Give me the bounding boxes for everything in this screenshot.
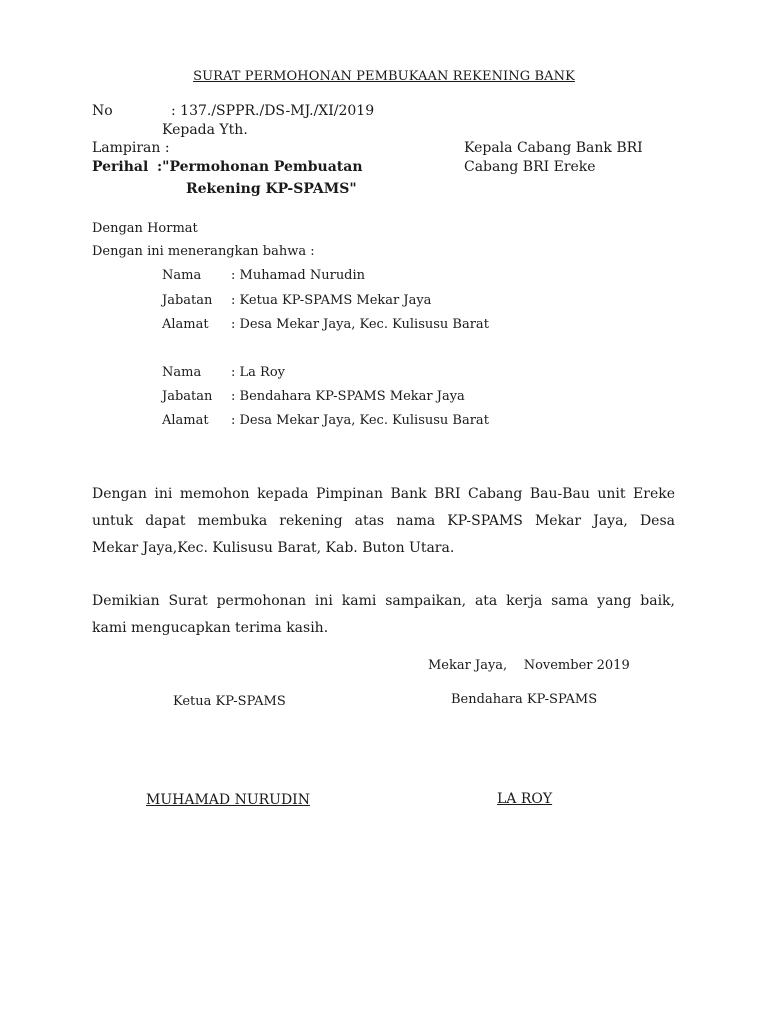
person2-nama-label: Nama <box>162 365 202 380</box>
paragraph1-line1: Dengan ini memohon kepada Pimpinan Bank BRI Cabang Bau-Bau unit Ereke <box>92 486 675 502</box>
right-signature-role: Bendahara KP-SPAMS <box>451 692 598 707</box>
left-signature-role: Ketua KP-SPAMS <box>173 694 286 709</box>
perihal-value-line1: :"Permohonan Pembuatan <box>157 159 363 175</box>
right-signature-name: LA ROY <box>497 791 553 807</box>
place-date: Mekar Jaya, November 2019 <box>428 658 630 673</box>
no-value: : 137./SPPR./DS-MJ./XI/2019 <box>171 103 375 119</box>
perihal-value-line2: Rekening KP-SPAMS" <box>186 181 357 197</box>
paragraph1-line3: Mekar Jaya,Kec. Kulisusu Barat, Kab. Buton Utara. <box>92 540 455 556</box>
lampiran-label: Lampiran : <box>92 140 170 156</box>
letter-title: SURAT PERMOHONAN PEMBUKAAN REKENING BANK <box>193 69 575 84</box>
kepada-yth: Kepada Yth. <box>162 122 248 138</box>
person2-alamat-label: Alamat <box>162 413 209 428</box>
paragraph2-line2: kami mengucapkan terima kasih. <box>92 620 329 636</box>
person2-nama-value: : La Roy <box>231 365 285 380</box>
recipient-line1: Kepala Cabang Bank BRI <box>464 140 643 156</box>
person1-alamat-value: : Desa Mekar Jaya, Kec. Kulisusu Barat <box>231 317 489 332</box>
body-paragraph-1 <box>92 481 675 562</box>
body-paragraph-2 <box>92 588 675 642</box>
person1-nama-value: : Muhamad Nurudin <box>231 268 366 283</box>
person1-nama-label: Nama <box>162 268 202 283</box>
intro-text: Dengan ini menerangkan bahwa : <box>92 244 315 259</box>
person1-jabatan-value: : Ketua KP-SPAMS Mekar Jaya <box>231 293 432 308</box>
person1-jabatan-label: Jabatan <box>162 293 213 308</box>
person2-alamat-value: : Desa Mekar Jaya, Kec. Kulisusu Barat <box>231 413 489 428</box>
person2-jabatan-label: Jabatan <box>162 389 213 404</box>
person1-alamat-label: Alamat <box>162 317 209 332</box>
recipient-line2: Cabang BRI Ereke <box>464 159 596 175</box>
person2-jabatan-value: : Bendahara KP-SPAMS Mekar Jaya <box>231 389 465 404</box>
greeting: Dengan Hormat <box>92 221 198 236</box>
no-label: No <box>92 103 113 119</box>
left-signature-name: MUHAMAD NURUDIN <box>146 792 310 808</box>
paragraph1-line2: untuk dapat membuka rekening atas nama KP-SPAMS Mekar Jaya, Desa <box>92 513 675 529</box>
perihal-label: Perihal <box>92 159 149 175</box>
paragraph2-line1: Demikian Surat permohonan ini kami sampaikan, ata kerja sama yang baik, <box>92 593 675 609</box>
